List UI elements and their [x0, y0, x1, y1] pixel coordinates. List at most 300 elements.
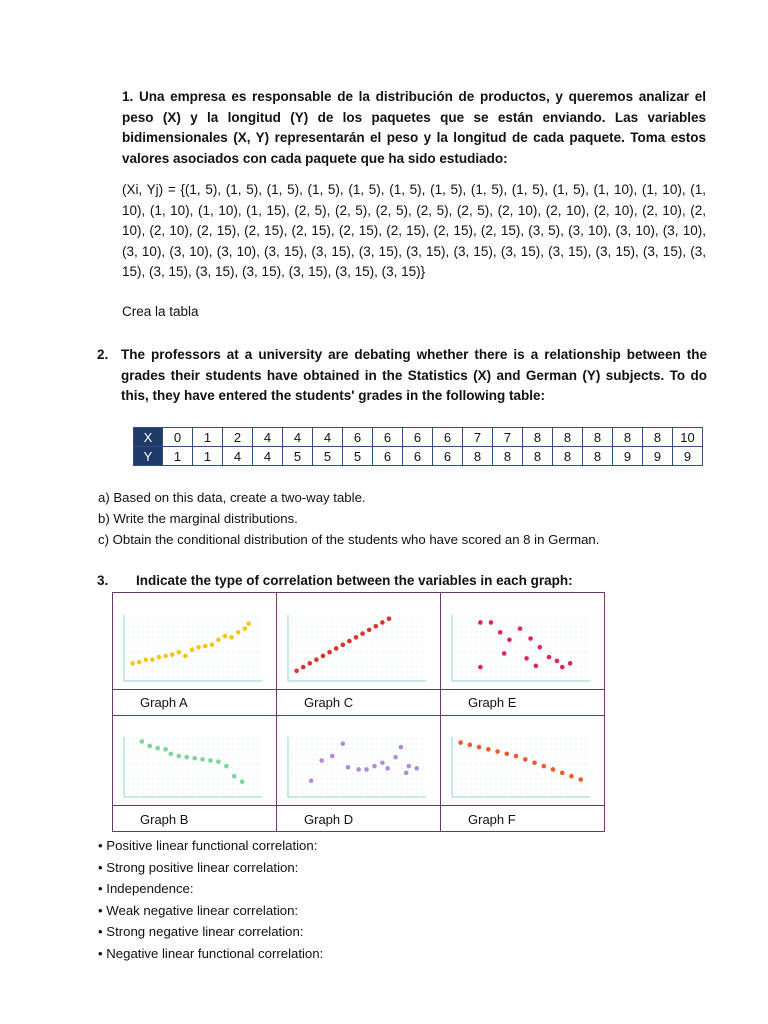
- grid-dot: [306, 631, 307, 632]
- grid-dot: [132, 778, 133, 779]
- option-item: • Positive linear functional correlation:: [98, 838, 318, 853]
- axis-lines: [288, 615, 426, 681]
- grid-dot: [346, 763, 347, 764]
- grid-dot: [530, 763, 531, 764]
- scatter-point: [196, 645, 201, 650]
- grid-dot: [336, 651, 337, 652]
- grid-dot: [416, 676, 417, 677]
- grid-dot: [351, 616, 352, 617]
- option-item: • Strong positive linear correlation:: [98, 859, 299, 875]
- grid-dot: [565, 768, 566, 769]
- grid-dot: [177, 671, 178, 672]
- grid-dot: [570, 651, 571, 652]
- grid-dot: [127, 656, 128, 657]
- grid-dot: [212, 788, 213, 789]
- grid-dot: [515, 631, 516, 632]
- y-value-cell: 5: [283, 447, 313, 466]
- scatter-point: [177, 650, 182, 655]
- grid-dot: [257, 788, 258, 789]
- grid-dot: [406, 626, 407, 627]
- grid-dot: [361, 753, 362, 754]
- grid-dot: [247, 656, 248, 657]
- grid-dot: [217, 793, 218, 794]
- grid-dot: [132, 773, 133, 774]
- grid-dot: [480, 616, 481, 617]
- grid-dot: [371, 656, 372, 657]
- grid-dot: [550, 621, 551, 622]
- scatter-point: [203, 644, 208, 649]
- scatter-point: [568, 661, 573, 666]
- scatter-point: [367, 628, 372, 633]
- grid-dot: [326, 748, 327, 749]
- grid-dot: [167, 636, 168, 637]
- grid-dot: [585, 758, 586, 759]
- grid-dot: [515, 743, 516, 744]
- grid-dot: [500, 621, 501, 622]
- grid-dot: [386, 651, 387, 652]
- grid-dot: [222, 631, 223, 632]
- grid-dot: [515, 738, 516, 739]
- grid-dot: [212, 748, 213, 749]
- grid-dot: [167, 666, 168, 667]
- grid-dot: [505, 793, 506, 794]
- grid-dot: [555, 651, 556, 652]
- grid-dot: [326, 676, 327, 677]
- grid-dot: [356, 646, 357, 647]
- grid-dot: [232, 626, 233, 627]
- grid-dot: [137, 676, 138, 677]
- grid-dot: [470, 626, 471, 627]
- grid-dot: [386, 788, 387, 789]
- grid-dot: [202, 763, 203, 764]
- grid-dot: [565, 661, 566, 662]
- grid-dot: [237, 768, 238, 769]
- grid-dot: [291, 616, 292, 617]
- grid-dot: [291, 671, 292, 672]
- grid-dot: [545, 656, 546, 657]
- grid-dot: [147, 656, 148, 657]
- grid-dot: [386, 748, 387, 749]
- grid-dot: [515, 626, 516, 627]
- grid-dot: [301, 636, 302, 637]
- grid-dot: [520, 676, 521, 677]
- grid-dot: [386, 763, 387, 764]
- grid-dot: [222, 621, 223, 622]
- x-value-cell: 8: [643, 428, 673, 447]
- grid-dot: [197, 753, 198, 754]
- grid-dot: [500, 641, 501, 642]
- grid-dot: [341, 616, 342, 617]
- grid-dot: [152, 743, 153, 744]
- grid-dot: [217, 651, 218, 652]
- grid-dot: [336, 773, 337, 774]
- grid-dot: [490, 631, 491, 632]
- grid-dot: [535, 748, 536, 749]
- grid-dot: [336, 778, 337, 779]
- grid-dot: [316, 763, 317, 764]
- grid-dot: [565, 676, 566, 677]
- grid-dot: [172, 666, 173, 667]
- grid-dot: [321, 748, 322, 749]
- grid-dot: [480, 671, 481, 672]
- grid-dot: [406, 676, 407, 677]
- grid-dot: [361, 656, 362, 657]
- graph-c-label: Graph C: [304, 695, 354, 710]
- graphs-grid: [112, 592, 605, 832]
- scatter-point: [524, 656, 529, 661]
- grid-dot: [361, 661, 362, 662]
- grid-dot: [217, 748, 218, 749]
- grid-dot: [520, 758, 521, 759]
- grid-dot: [321, 646, 322, 647]
- grid-dot: [257, 676, 258, 677]
- grid-dot: [381, 753, 382, 754]
- x-value-cell: 6: [373, 428, 403, 447]
- grid-dot: [142, 651, 143, 652]
- grid-dot: [227, 768, 228, 769]
- grid-dot: [217, 636, 218, 637]
- grid-dot: [301, 641, 302, 642]
- scatter-point: [294, 669, 299, 674]
- grid-dot: [187, 651, 188, 652]
- grid-dot: [192, 621, 193, 622]
- grid-dot: [460, 738, 461, 739]
- grid-dot: [242, 616, 243, 617]
- grid-dot: [142, 636, 143, 637]
- grid-dot: [565, 651, 566, 652]
- grid-dot: [411, 768, 412, 769]
- grid-dot: [580, 773, 581, 774]
- grid-dot: [465, 793, 466, 794]
- grid-dot: [197, 636, 198, 637]
- grid-dot: [495, 636, 496, 637]
- grid-dot: [386, 671, 387, 672]
- grid-dot: [137, 778, 138, 779]
- grid-dot: [570, 626, 571, 627]
- grid-dot: [475, 656, 476, 657]
- grid-dot: [485, 671, 486, 672]
- grid-dot: [252, 753, 253, 754]
- grid-dot: [495, 641, 496, 642]
- grid-dot: [580, 768, 581, 769]
- grid-dot: [182, 616, 183, 617]
- grid-dot: [142, 778, 143, 779]
- grid-dot: [495, 676, 496, 677]
- grid-dot: [391, 748, 392, 749]
- grid-dot: [172, 773, 173, 774]
- x-value-cell: 4: [253, 428, 283, 447]
- grid-dot: [182, 783, 183, 784]
- grid-dot: [560, 641, 561, 642]
- grid-dot: [351, 631, 352, 632]
- grid-dot: [545, 748, 546, 749]
- grid-dot: [346, 738, 347, 739]
- grid-dot: [455, 763, 456, 764]
- grid-dot: [182, 661, 183, 662]
- grid-dot: [351, 666, 352, 667]
- grid-dot: [475, 763, 476, 764]
- grid-dot: [167, 778, 168, 779]
- grid-dot: [525, 641, 526, 642]
- grid-dot: [331, 641, 332, 642]
- grid-dot: [157, 646, 158, 647]
- grid-dot: [147, 773, 148, 774]
- grid-dot: [306, 616, 307, 617]
- y-value-cell: 8: [523, 447, 553, 466]
- grid-dot: [480, 738, 481, 739]
- grid-dot: [162, 631, 163, 632]
- grid-divider: [113, 805, 604, 806]
- grid-dot: [182, 651, 183, 652]
- grid-dot: [510, 783, 511, 784]
- grid-dot: [510, 671, 511, 672]
- grid-dot: [371, 793, 372, 794]
- grid-dot: [207, 778, 208, 779]
- grid-dot: [490, 626, 491, 627]
- grid-dot: [147, 641, 148, 642]
- grid-dot: [142, 793, 143, 794]
- grid-dot: [490, 661, 491, 662]
- grid-dot: [470, 773, 471, 774]
- grid-dot: [351, 778, 352, 779]
- grid-dot: [580, 621, 581, 622]
- grid-dot: [386, 641, 387, 642]
- grades-table: [133, 427, 703, 466]
- scatter-point: [334, 646, 339, 651]
- grid-dot: [296, 616, 297, 617]
- grid-dot: [555, 783, 556, 784]
- grid-dot: [580, 793, 581, 794]
- grid-dot: [555, 748, 556, 749]
- grid-dot: [336, 656, 337, 657]
- grid-dot: [470, 661, 471, 662]
- grid-dot: [137, 768, 138, 769]
- grid-dot: [371, 661, 372, 662]
- grid-dot: [371, 636, 372, 637]
- grid-dot: [515, 763, 516, 764]
- grid-dot: [142, 626, 143, 627]
- grid-dot: [212, 738, 213, 739]
- grid-dot: [535, 768, 536, 769]
- question-1-text: [122, 87, 706, 169]
- grid-dot: [326, 616, 327, 617]
- scatter-point: [319, 758, 324, 763]
- grid-dot: [202, 666, 203, 667]
- grid-dot: [172, 661, 173, 662]
- grid-dot: [127, 661, 128, 662]
- grid-dot: [257, 768, 258, 769]
- grid-dot: [172, 646, 173, 647]
- grid-dot: [356, 763, 357, 764]
- grid-dot: [356, 641, 357, 642]
- grid-dot: [575, 743, 576, 744]
- scatter-point: [140, 739, 145, 744]
- grid-dot: [530, 621, 531, 622]
- option-item: • Weak negative linear correlation:: [98, 902, 299, 918]
- grid-dot: [331, 676, 332, 677]
- grid-dot: [530, 788, 531, 789]
- grid-dot: [371, 666, 372, 667]
- grid-dot: [540, 651, 541, 652]
- grid-dot: [326, 788, 327, 789]
- grid-dot: [381, 758, 382, 759]
- grid-dot: [227, 616, 228, 617]
- x-value-cell: 2: [223, 428, 253, 447]
- grid-dot: [406, 636, 407, 637]
- grid-dot: [371, 743, 372, 744]
- grid-dot: [301, 621, 302, 622]
- grid-dot: [540, 738, 541, 739]
- grid-dot: [197, 788, 198, 789]
- grid-dot: [152, 763, 153, 764]
- grid-dot: [416, 793, 417, 794]
- grid-dot: [252, 758, 253, 759]
- grid-dot: [560, 676, 561, 677]
- grid-dot: [570, 788, 571, 789]
- grid-dot: [411, 631, 412, 632]
- grid-dot: [316, 783, 317, 784]
- graph-a-plot: [118, 613, 266, 687]
- grid-dot: [406, 793, 407, 794]
- grid-dot: [291, 631, 292, 632]
- grid-dot: [232, 748, 233, 749]
- scatter-point: [216, 759, 221, 764]
- grid-dot: [207, 753, 208, 754]
- grid-dot: [237, 626, 238, 627]
- y-value-cell: 1: [193, 447, 223, 466]
- grid-dot: [495, 738, 496, 739]
- grid-dot: [406, 666, 407, 667]
- grid-dot: [510, 651, 511, 652]
- grid-dot: [142, 773, 143, 774]
- grid-dot: [157, 666, 158, 667]
- grid-dot: [361, 773, 362, 774]
- grid-dot: [142, 758, 143, 759]
- grid-dot: [306, 753, 307, 754]
- grid-dot: [301, 646, 302, 647]
- grid-dot: [316, 636, 317, 637]
- grid-dot: [485, 626, 486, 627]
- grid-dot: [580, 656, 581, 657]
- grid-dot: [252, 671, 253, 672]
- grid-dot: [505, 666, 506, 667]
- grid-dot: [545, 631, 546, 632]
- grid-dot: [321, 773, 322, 774]
- grid-dot: [232, 778, 233, 779]
- grid-dot: [366, 631, 367, 632]
- grid-dot: [162, 778, 163, 779]
- grid-dot: [291, 768, 292, 769]
- grid-dot: [162, 743, 163, 744]
- grid-dot: [341, 793, 342, 794]
- grid-dot: [351, 661, 352, 662]
- grid-dot: [520, 616, 521, 617]
- grid-dot: [152, 738, 153, 739]
- grid-dot: [530, 783, 531, 784]
- grid-dot: [535, 616, 536, 617]
- grid-dot: [212, 651, 213, 652]
- grid-dot: [152, 758, 153, 759]
- grid-dot: [361, 616, 362, 617]
- grid-dot: [570, 646, 571, 647]
- grid-dot: [132, 738, 133, 739]
- grid-dot: [321, 788, 322, 789]
- grid-dot: [455, 616, 456, 617]
- grid-dot: [172, 768, 173, 769]
- grid-dot: [137, 738, 138, 739]
- grid-dot: [197, 626, 198, 627]
- grid-dot: [227, 661, 228, 662]
- grid-dot: [460, 783, 461, 784]
- grid-dot: [306, 671, 307, 672]
- grid-dot: [406, 748, 407, 749]
- grid-dot: [157, 788, 158, 789]
- grid-dot: [460, 788, 461, 789]
- grid-dot: [311, 651, 312, 652]
- grid-dot: [252, 763, 253, 764]
- grid-dot: [167, 646, 168, 647]
- grid-dot: [585, 631, 586, 632]
- grid-dot: [565, 626, 566, 627]
- grid-dot: [172, 743, 173, 744]
- grid-dot: [212, 778, 213, 779]
- grid-dot: [381, 661, 382, 662]
- grid-dot: [202, 748, 203, 749]
- grid-dot: [182, 748, 183, 749]
- grid-dot: [192, 793, 193, 794]
- grid-dot: [421, 748, 422, 749]
- scatter-point: [538, 645, 543, 650]
- grid-dot: [137, 631, 138, 632]
- grid-dot: [187, 666, 188, 667]
- grid-dot: [510, 621, 511, 622]
- grid-dot: [490, 666, 491, 667]
- grid-dot: [381, 671, 382, 672]
- grid-dot: [535, 671, 536, 672]
- grid-dot: [515, 778, 516, 779]
- grid-dot: [177, 621, 178, 622]
- grid-dot: [535, 758, 536, 759]
- grid-dot: [207, 758, 208, 759]
- grid-dot: [530, 626, 531, 627]
- grid-dot: [306, 621, 307, 622]
- grid-dot: [555, 626, 556, 627]
- grid-dot: [222, 788, 223, 789]
- grid-dot: [252, 636, 253, 637]
- grid-dot: [167, 641, 168, 642]
- grid-dot: [371, 626, 372, 627]
- grid-dot: [455, 773, 456, 774]
- grid-dot: [411, 626, 412, 627]
- grid-dot: [381, 788, 382, 789]
- grid-dot: [316, 651, 317, 652]
- grid-dot: [575, 676, 576, 677]
- grid-dot: [500, 748, 501, 749]
- grid-dot: [242, 646, 243, 647]
- grid-dot: [316, 738, 317, 739]
- grid-dot: [376, 748, 377, 749]
- grid-dot: [222, 753, 223, 754]
- grid-dot: [321, 666, 322, 667]
- grid-dot: [207, 656, 208, 657]
- grid-dot: [237, 651, 238, 652]
- grid-dot: [520, 783, 521, 784]
- grid-dot: [386, 793, 387, 794]
- grid-dot: [177, 768, 178, 769]
- grid-dot: [212, 621, 213, 622]
- grid-dot: [411, 676, 412, 677]
- grid-dot: [376, 651, 377, 652]
